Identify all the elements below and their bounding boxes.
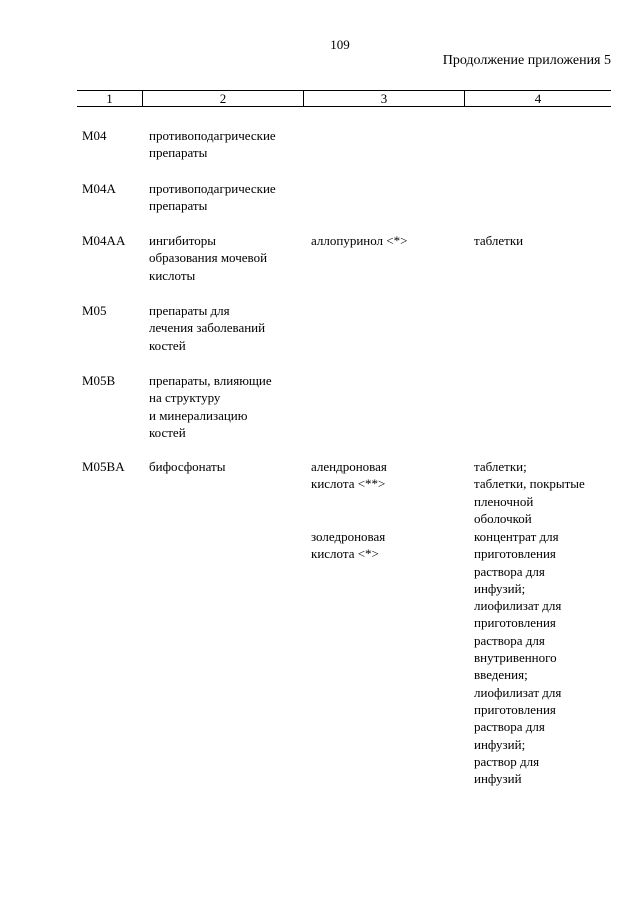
- atc-group-name: бифосфонаты: [149, 459, 226, 474]
- column-header-2: 2: [219, 91, 227, 106]
- atc-code: M05BA: [82, 459, 125, 474]
- atc-group-name: противоподагрические препараты: [149, 181, 276, 214]
- atc-code: M04AA: [82, 233, 126, 248]
- atc-code: M04: [82, 128, 107, 143]
- column-header-4: 4: [534, 91, 542, 106]
- column-header-1: 1: [106, 91, 113, 106]
- dosage-forms: таблетки: [474, 233, 524, 248]
- page-number: 109: [330, 37, 350, 52]
- atc-group-name: ингибиторы образования мочевой кислоты: [149, 233, 268, 283]
- column-header-3: 3: [380, 91, 388, 106]
- atc-code: M04A: [82, 181, 116, 196]
- table-header: [77, 90, 611, 107]
- drug-name: аллопуринол <*>: [311, 233, 408, 248]
- dosage-forms: таблетки; таблетки, покрытые пленочной оболочкой: [474, 459, 585, 526]
- atc-code: M05: [82, 303, 107, 318]
- atc-group-name: препараты для лечения заболеваний костей: [149, 303, 266, 353]
- drug-name: золедроновая кислота <*>: [311, 529, 386, 562]
- atc-group-name: препараты, влияющие на структуру и минерализацию костей: [149, 373, 272, 440]
- dosage-forms: концентрат для приготовления раствора для инфузий; лиофилизат для приготовления раствора для внутривенного введения; лиофилизат для приготовления раствора для инфузий; раствор для инфузий: [474, 529, 562, 787]
- atc-group-name: противоподагрические препараты: [149, 128, 276, 161]
- drug-name: алендроновая кислота <**>: [311, 459, 387, 492]
- atc-code: M05B: [82, 373, 116, 388]
- appendix-continuation-caption: Продолжение приложения 5: [442, 53, 611, 68]
